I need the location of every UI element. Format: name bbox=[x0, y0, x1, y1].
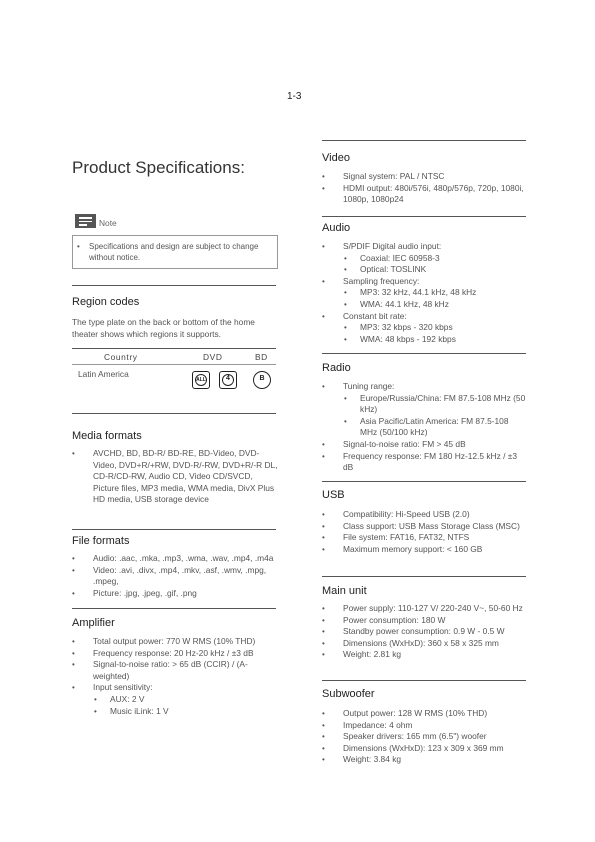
file-list bbox=[72, 553, 284, 599]
media-list bbox=[72, 448, 278, 506]
audio-title: Audio bbox=[322, 222, 351, 234]
col-bd: BD bbox=[255, 352, 268, 362]
list-item: • Compatibility: Hi-Speed USB (2.0) bbox=[322, 509, 528, 521]
divider bbox=[72, 608, 276, 609]
sub-item: • AUX: 2 V bbox=[93, 694, 280, 706]
divider bbox=[322, 140, 526, 141]
main-unit-title: Main unit bbox=[322, 585, 367, 597]
region-country: Latin America bbox=[78, 369, 129, 379]
note-icon bbox=[75, 214, 96, 228]
divider bbox=[322, 216, 526, 217]
dvd-region-all-icon bbox=[192, 371, 210, 389]
page-title: Product Specifications: bbox=[72, 158, 245, 177]
list-item bbox=[72, 682, 280, 717]
usb-title: USB bbox=[322, 489, 345, 501]
usb-list bbox=[322, 509, 528, 555]
note-label: Note bbox=[99, 218, 117, 228]
list-item: • Audio: .aac, .mka, .mp3, .wma, .wav, .mp4, .m4a bbox=[72, 553, 284, 565]
sub-item: • Optical: TOSLINK bbox=[343, 264, 526, 276]
sub-item: • Music iLink: 1 V bbox=[93, 706, 280, 718]
subwoofer-list bbox=[322, 708, 532, 766]
amplifier-list bbox=[72, 636, 280, 717]
divider bbox=[322, 353, 526, 354]
list-item: • Signal system: PAL / NTSC bbox=[322, 171, 526, 183]
list-item-label: Sampling frequency: bbox=[343, 275, 420, 286]
radio-list bbox=[322, 381, 528, 474]
dvd-region-4-label: 4 bbox=[226, 375, 230, 382]
list-item: • Picture: .jpg, .jpeg, .gif, .png bbox=[72, 588, 284, 600]
list-item: • Signal-to-noise ratio: > 65 dB (CCIR) / (A-weighted) bbox=[72, 659, 280, 682]
list-item: • AVCHD, BD, BD-R/ BD-RE, BD-Video, DVD-Video, DVD+R/+RW, DVD-R/-RW, DVD+R/-R DL, CD-R/CD-RW, Audio CD, Video CD/SVCD, Picture files, MP3 media, WMA media, DivX Plus HD media, USB storage device bbox=[72, 448, 278, 506]
list-item: • Impedance: 4 ohm bbox=[322, 720, 532, 732]
subwoofer-title: Subwoofer bbox=[322, 688, 375, 700]
list-item: • Power consumption: 180 W bbox=[322, 615, 528, 627]
divider bbox=[72, 413, 276, 414]
list-item: • Total output power: 770 W RMS (10% THD) bbox=[72, 636, 280, 648]
sub-item: • MP3: 32 kHz, 44.1 kHz, 48 kHz bbox=[343, 287, 526, 299]
sub-item: • MP3: 32 kbps - 320 kbps bbox=[343, 322, 526, 334]
sub-item: • Europe/Russia/China: FM 87.5-108 MHz (50 kHz) bbox=[343, 393, 528, 416]
table-header-rule bbox=[72, 364, 276, 365]
list-item: • Dimensions (WxHxD): 123 x 309 x 369 mm bbox=[322, 743, 532, 755]
list-item: • Power supply: 110-127 V/ 220-240 V~, 50-60 Hz bbox=[322, 603, 528, 615]
list-item: • Frequency response: 20 Hz-20 kHz / ±3 dB bbox=[72, 648, 280, 660]
list-item bbox=[322, 276, 526, 311]
sub-item: • Coaxial: IEC 60958-3 bbox=[343, 253, 526, 265]
divider bbox=[322, 680, 526, 681]
list-item-label: Input sensitivity: bbox=[93, 682, 153, 693]
dvd-region-all-label: ALL bbox=[196, 377, 206, 383]
divider bbox=[72, 529, 276, 530]
list-item: • HDMI output: 480i/576i, 480p/576p, 720p, 1080i, 1080p, 1080p24 bbox=[322, 183, 526, 206]
list-item: • Speaker drivers: 165 mm (6.5") woofer bbox=[322, 731, 532, 743]
main-unit-list bbox=[322, 603, 528, 661]
region-title: Region codes bbox=[72, 296, 140, 308]
list-item bbox=[322, 311, 526, 346]
list-item-label: Tuning range: bbox=[343, 381, 395, 391]
list-item: • Class support: USB Mass Storage Class (MSC) bbox=[322, 521, 528, 533]
list-item: • Weight: 3.84 kg bbox=[322, 754, 532, 766]
list-item: • Video: .avi, .divx, .mp4, .mkv, .asf, .wmv, .mpg, .mpeg, bbox=[72, 565, 284, 588]
divider bbox=[322, 481, 526, 482]
video-list bbox=[322, 171, 526, 206]
sub-item: • Asia Pacific/Latin America: FM 87.5-108 MHz (50/100 kHz) bbox=[343, 416, 528, 439]
list-item: • Standby power consumption: 0.9 W - 0.5 W bbox=[322, 626, 528, 638]
radio-title: Radio bbox=[322, 362, 351, 374]
note-item: • Specifications and design are subject to change without notice. bbox=[77, 241, 271, 264]
amplifier-title: Amplifier bbox=[72, 617, 115, 629]
list-item: • Frequency response: FM 180 Hz-12.5 kHz / ±3 dB bbox=[322, 451, 528, 474]
list-item: • Dimensions (WxHxD): 360 x 58 x 325 mm bbox=[322, 638, 528, 650]
video-title: Video bbox=[322, 152, 350, 164]
sub-item: • WMA: 44.1 kHz, 48 kHz bbox=[343, 299, 526, 311]
page-number: 1-3 bbox=[287, 91, 302, 102]
list-item-label: S/PDIF Digital audio input: bbox=[343, 241, 442, 251]
divider bbox=[72, 285, 276, 286]
list-item bbox=[322, 381, 528, 439]
divider bbox=[322, 576, 526, 577]
bd-region-b-icon bbox=[253, 371, 271, 389]
table-top-rule bbox=[72, 348, 276, 349]
dvd-region-4-icon bbox=[219, 371, 237, 389]
list-item: • Signal-to-noise ratio: FM > 45 dB bbox=[322, 439, 528, 451]
media-title: Media formats bbox=[72, 430, 142, 442]
list-item: • File system: FAT16, FAT32, NTFS bbox=[322, 532, 528, 544]
list-item bbox=[322, 241, 526, 276]
sub-item: • WMA: 48 kbps - 192 kbps bbox=[343, 334, 526, 346]
note-box bbox=[72, 235, 278, 269]
list-item-label: Constant bit rate: bbox=[343, 310, 407, 321]
audio-list bbox=[322, 241, 526, 345]
list-item: • Weight: 2.81 kg bbox=[322, 649, 528, 661]
col-country: Country bbox=[104, 352, 138, 362]
region-text: The type plate on the back or bottom of the home theater shows which regions it supports. bbox=[72, 317, 255, 339]
bd-region-b-label: B bbox=[259, 375, 265, 382]
col-dvd: DVD bbox=[203, 352, 223, 362]
list-item: • Output power: 128 W RMS (10% THD) bbox=[322, 708, 532, 720]
file-title: File formats bbox=[72, 535, 130, 547]
list-item: • Maximum memory support: < 160 GB bbox=[322, 544, 528, 556]
